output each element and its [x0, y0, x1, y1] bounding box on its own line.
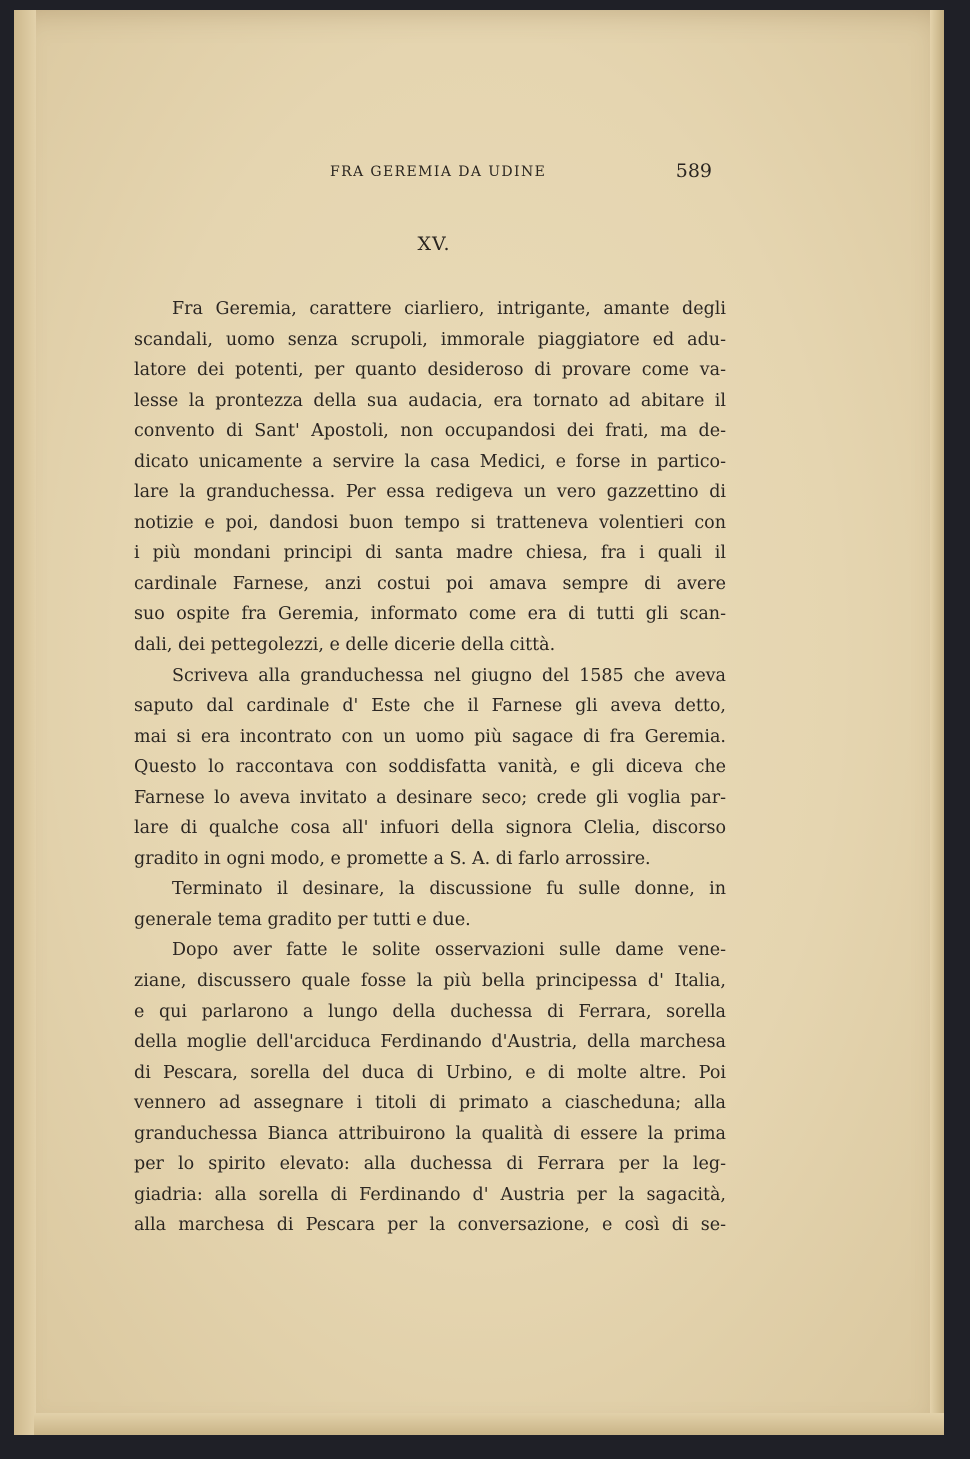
- text-line: convento di Sant' Apostoli, non occupandosi dei frati, ma de-: [134, 421, 726, 442]
- text-line: Terminato il desinare, la discussione fu sulle donne, in: [172, 879, 726, 900]
- text-line: alla marchesa di Pescara per la conversazione, e così di se-: [134, 1215, 726, 1236]
- running-head: FRA GEREMIA DA UDINE: [330, 164, 547, 180]
- page-bottom-fold: [34, 1413, 944, 1435]
- text-line: mai si era incontrato con un uomo più sagace di fra Geremia.: [134, 726, 726, 747]
- text-line: e qui parlarono a lungo della duchessa di Ferrara, sorella: [134, 1001, 726, 1022]
- section-number: XV.: [417, 233, 451, 255]
- text-line: per lo spirito elevato: alla duchessa di Ferrara per la leg-: [134, 1154, 726, 1175]
- text-line: ziane, discussero quale fosse la più bella principessa d' Italia,: [134, 971, 726, 992]
- body-text: [134, 294, 726, 1241]
- text-line: Fra Geremia, carattere ciarliero, intrigante, amante degli: [172, 299, 726, 319]
- text-line: scandali, uomo senza scrupoli, immorale piaggiatore ed adu-: [134, 329, 726, 350]
- text-line: Dopo aver fatte le solite osservazioni sulle dame vene-: [172, 940, 726, 961]
- paragraph: [134, 294, 726, 661]
- text-line: lare la granduchessa. Per essa redigeva un vero gazzettino di: [134, 482, 726, 503]
- page-right-edge: [930, 10, 944, 1435]
- page-header: [134, 160, 712, 184]
- text-line: gradito in ogni modo, e promette a S. A. di farlo arrossire.: [134, 848, 651, 869]
- page-left-edge: [14, 10, 36, 1435]
- text-line: dicato unicamente a servire la casa Medici, e forse in partico-: [134, 451, 726, 472]
- paragraph: [134, 874, 726, 935]
- paragraph: [134, 935, 726, 1240]
- text-line: lesse la prontezza della sua audacia, era tornato ad abitare il: [134, 390, 726, 411]
- text-line: latore dei potenti, per quanto desideroso di provare come va-: [134, 360, 726, 381]
- text-line: giadria: alla sorella di Ferdinando d' Austria per la sagacità,: [134, 1184, 726, 1205]
- text-line: notizie e poi, dandosi buon tempo si tratteneva volentieri con: [134, 512, 726, 533]
- text-line: generale tema gradito per tutti e due.: [134, 909, 471, 930]
- text-line: Scriveva alla granduchessa nel giugno del 1585 che aveva: [172, 665, 726, 686]
- page-number: 589: [675, 160, 712, 182]
- paragraph: [134, 661, 726, 875]
- text-line: suo ospite fra Geremia, informato come era di tutti gli scan-: [134, 604, 726, 625]
- text-line: vennero ad assegnare i titoli di primato a ciascheduna; alla: [134, 1093, 726, 1114]
- text-line: Farnese lo aveva invitato a desinare seco; crede gli voglia par-: [134, 787, 726, 808]
- text-line: lare di qualche cosa all' infuori della signora Clelia, discorso: [134, 818, 726, 839]
- text-line: Questo lo raccontava con soddisfatta vanità, e gli diceva che: [134, 757, 726, 778]
- text-line: saputo dal cardinale d' Este che il Farnese gli aveva detto,: [134, 696, 726, 717]
- text-line: granduchessa Bianca attribuirono la qualità di essere la prima: [134, 1123, 726, 1144]
- text-line: cardinale Farnese, anzi costui poi amava sempre di avere: [134, 573, 726, 594]
- text-line: i più mondani principi di santa madre chiesa, fra i quali il: [134, 543, 726, 564]
- text-line: dali, dei pettegolezzi, e delle dicerie della città.: [134, 635, 556, 656]
- text-line: di Pescara, sorella del duca di Urbino, e di molte altre. Poi: [134, 1062, 726, 1083]
- text-line: della moglie dell'arciduca Ferdinando d'Austria, della marchesa: [134, 1032, 726, 1053]
